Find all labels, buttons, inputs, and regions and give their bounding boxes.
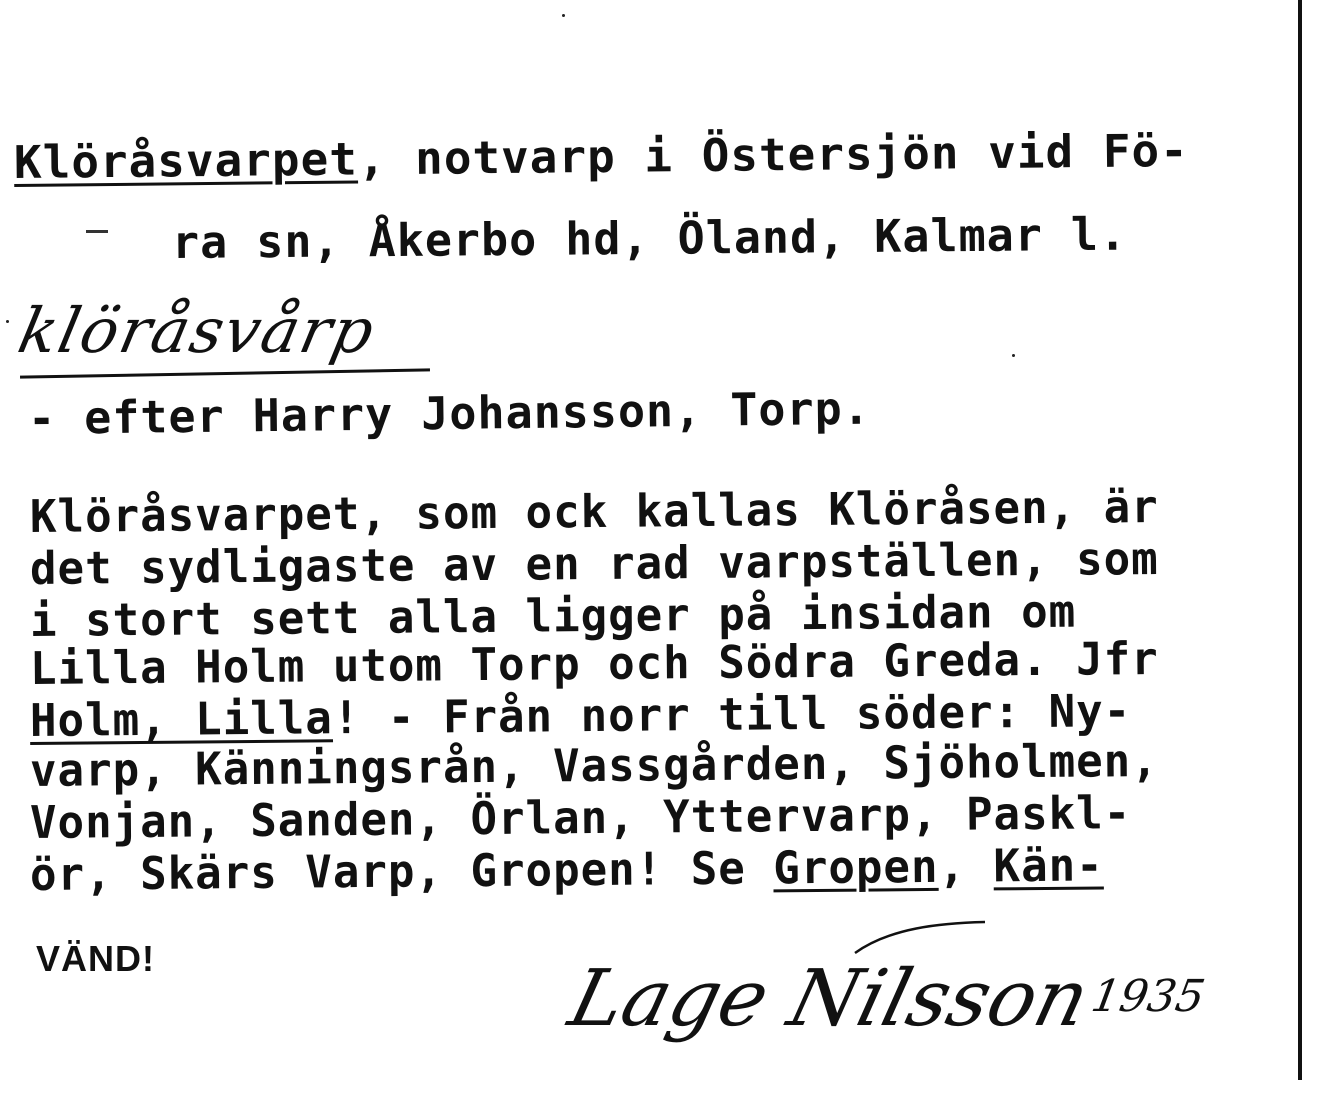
body-line-2: det sydligaste av en rad varpställen, som <box>29 531 1159 595</box>
source-line: - efter Harry Johansson, Torp. <box>27 381 872 445</box>
body-line-4: Lilla Holm utom Torp och Södra Greda. Jfr <box>29 631 1159 695</box>
speck <box>1012 354 1015 357</box>
body-line-8-mid: , <box>938 839 994 893</box>
body-line-8 <box>29 838 1104 901</box>
entry-line-2: ra sn, Åkerbo hd, Öland, Kalmar l. <box>171 207 1128 269</box>
margin-dash <box>86 230 108 233</box>
body-line-8-start: ör, Skärs Varp, Gropen! Se <box>29 841 774 901</box>
entry-line-1 <box>13 123 1190 189</box>
speck <box>562 14 565 17</box>
signature-flourish <box>850 918 990 958</box>
speck <box>6 320 9 323</box>
turn-over-note: VÄND! <box>36 938 155 979</box>
cross-reference-kan: Kän- <box>993 838 1104 893</box>
signature-name: Lage Nilsson <box>560 954 1098 1044</box>
body-line-3: i stort sett alla ligger på insidan om <box>29 584 1077 647</box>
headword: Klöråsvarpet <box>13 132 359 189</box>
handwritten-underline <box>20 368 430 378</box>
body-line-1: Klöråsvarpet, som ock kallas Klöråsen, är <box>29 479 1159 543</box>
body-line-7: Vonjan, Sanden, Örlan, Yttervarp, Paskl- <box>29 786 1132 849</box>
cross-reference-holm-lilla: Holm, Lilla <box>29 691 334 747</box>
signature-year: 1935 <box>1087 971 1209 1022</box>
handwritten-form: klöråsvårp <box>12 294 383 367</box>
card-edge-line <box>1298 0 1302 1080</box>
body-line-6: varp, Känningsrån, Vassgården, Sjöholmen, <box>29 733 1159 797</box>
entry-line-1-rest: , notvarp i Östersjön vid Fö- <box>357 123 1190 186</box>
cross-reference-gropen: Gropen <box>773 839 939 895</box>
body-line-5-rest: ! - Från norr till söder: Ny- <box>332 684 1132 745</box>
